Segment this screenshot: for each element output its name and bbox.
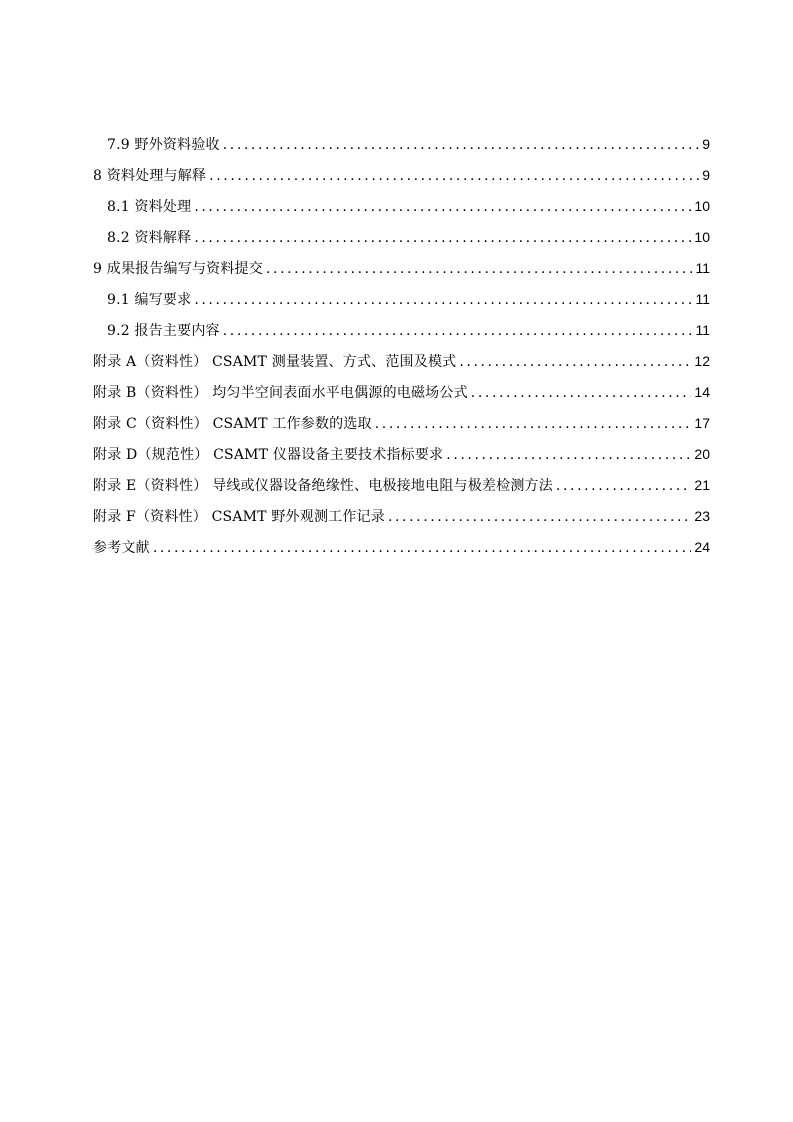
- toc-entry[interactable]: [93, 413, 710, 444]
- toc-page-number: 11: [695, 291, 710, 307]
- toc-dot-leader: [556, 476, 692, 496]
- toc-page-number: 24: [694, 539, 710, 555]
- toc-entry-label: 9.2 报告主要内容: [107, 323, 220, 339]
- toc-entry-label: 附录 B（资料性） 均匀半空间表面水平电偶源的电磁场公式: [93, 385, 468, 401]
- toc-dot-leader: [223, 321, 693, 341]
- toc-entry[interactable]: [93, 227, 710, 258]
- toc-entry[interactable]: [93, 475, 710, 506]
- toc-dot-leader: [471, 383, 692, 403]
- toc-entry[interactable]: [93, 537, 710, 568]
- toc-page-number: 14: [694, 384, 710, 400]
- toc-page-number: 12: [694, 353, 710, 369]
- toc-entry[interactable]: [93, 320, 710, 351]
- toc-entry[interactable]: [93, 134, 710, 165]
- toc-page-number: 23: [694, 508, 710, 524]
- toc-dot-leader: [194, 290, 692, 310]
- toc-page-number: 20: [694, 446, 710, 462]
- toc-dot-leader: [223, 135, 699, 155]
- toc-entry-label: 8.1 资料处理: [107, 199, 192, 215]
- toc-dot-leader: [209, 166, 699, 186]
- toc-dot-leader: [194, 197, 691, 217]
- toc-page-number: 10: [694, 229, 710, 245]
- toc-entry-label: 附录 F（资料性） CSAMT 野外观测工作记录: [93, 509, 385, 525]
- toc-entry-label: 附录 C（资料性） CSAMT 工作参数的选取: [93, 416, 372, 432]
- toc-entry[interactable]: [93, 196, 710, 227]
- toc-page-number: 9: [702, 167, 710, 183]
- toc-dot-leader: [266, 259, 692, 279]
- toc-entry[interactable]: [93, 444, 710, 475]
- toc-page-number: 17: [694, 415, 710, 431]
- toc-page-number: 11: [695, 322, 710, 338]
- toc-dot-leader: [194, 228, 691, 248]
- toc-page-number: 11: [695, 260, 710, 276]
- toc-entry[interactable]: [93, 289, 710, 320]
- toc-dot-leader: [153, 538, 692, 558]
- toc-entry-label: 9.1 编写要求: [107, 292, 192, 308]
- toc-entry-label: 附录 D（规范性） CSAMT 仪器设备主要技术指标要求: [93, 447, 444, 463]
- toc-entry-label: 8 资料处理与解释: [93, 168, 207, 184]
- toc-page-number: 9: [702, 136, 710, 152]
- toc-dot-leader: [388, 507, 691, 527]
- toc-entry-label: 8.2 资料解释: [107, 230, 192, 246]
- toc-entry[interactable]: [93, 506, 710, 537]
- toc-entry[interactable]: [93, 351, 710, 382]
- toc-page-number: 10: [694, 198, 710, 214]
- toc-entry-label: 9 成果报告编写与资料提交: [93, 261, 263, 277]
- toc-entry-label: 参考文献: [93, 540, 150, 556]
- toc-dot-leader: [446, 445, 691, 465]
- toc-entry-label: 附录 E（资料性） 导线或仪器设备绝缘性、电极接地电阻与极差检测方法: [93, 478, 553, 494]
- toc-dot-leader: [459, 352, 691, 372]
- toc-entry-label: 7.9 野外资料验收: [107, 137, 220, 153]
- toc-entry[interactable]: [93, 258, 710, 289]
- toc-page-number: 21: [694, 477, 710, 493]
- toc-entry[interactable]: [93, 382, 710, 413]
- toc-dot-leader: [375, 414, 692, 434]
- toc-entry[interactable]: [93, 165, 710, 196]
- table-of-contents: [93, 134, 710, 568]
- toc-entry-label: 附录 A（资料性） CSAMT 测量装置、方式、范围及模式: [93, 354, 457, 370]
